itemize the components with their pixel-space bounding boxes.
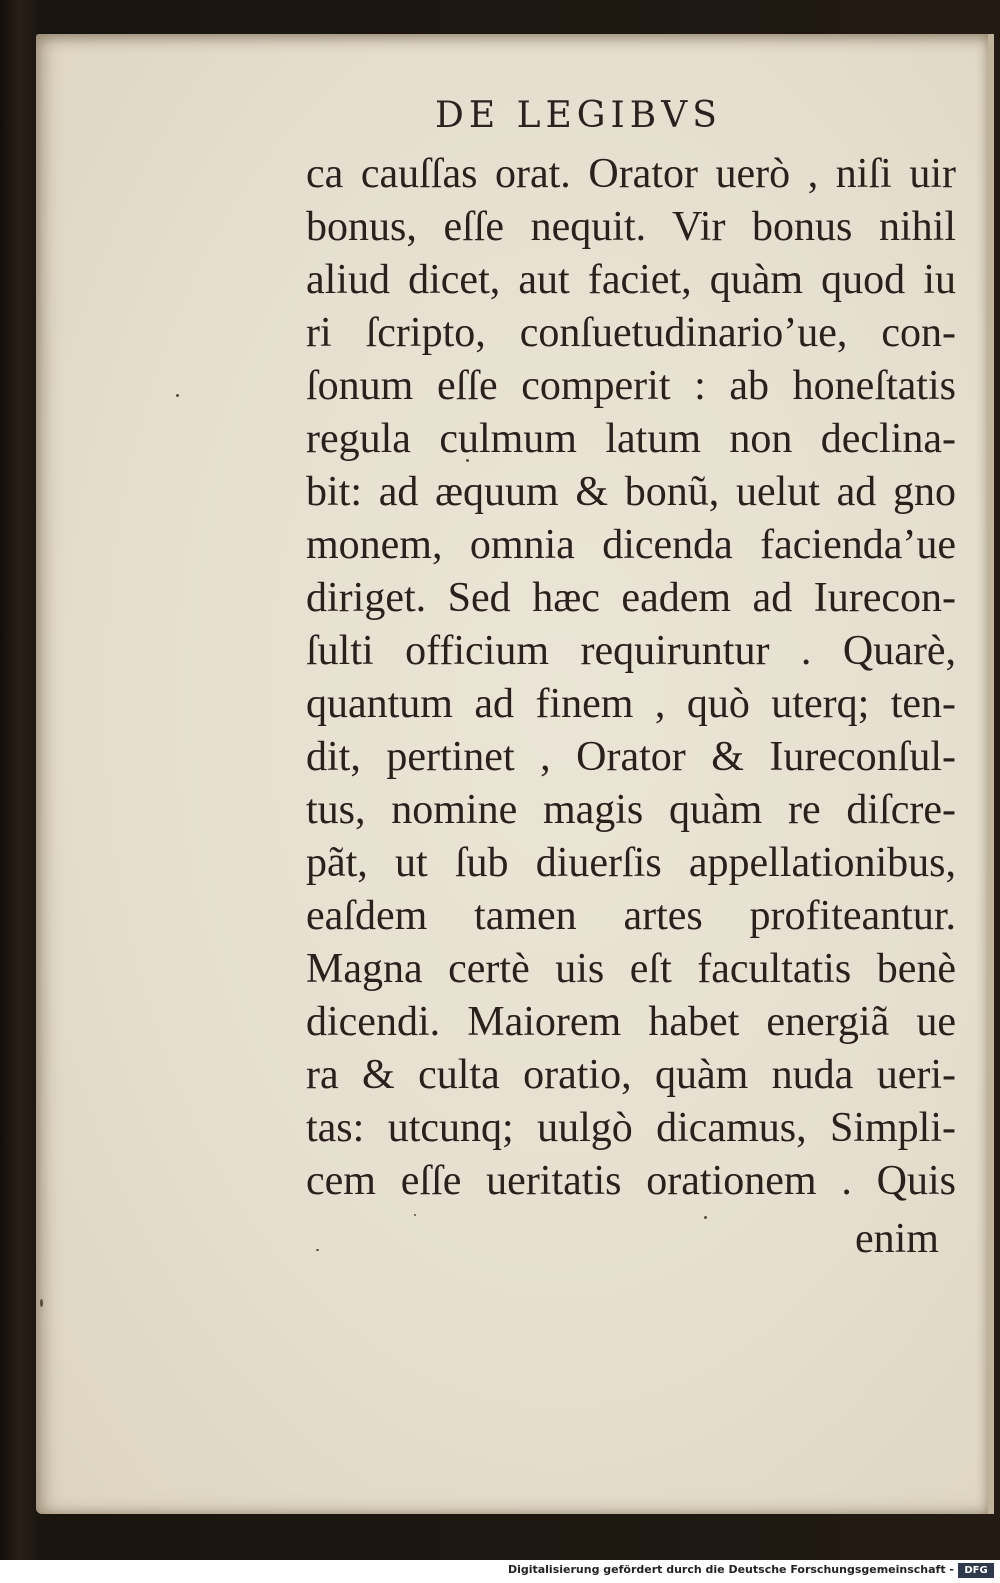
text-line: quantum ad finem , quò uterq; ten- — [306, 681, 956, 727]
paper-speck — [704, 1216, 707, 1219]
text-line: aliud dicet, aut faciet, quàm quod iu — [306, 257, 956, 303]
paper-speck — [40, 1299, 43, 1307]
text-line: eaſdem tamen artes profiteantur. — [306, 893, 956, 939]
text-line: bit: ad æquum & bonũ, uelut ad gno — [306, 469, 956, 515]
dfg-logo-icon: DFG — [958, 1563, 994, 1578]
text-line: diriget. Sed hæc eadem ad Iurecon- — [306, 575, 956, 621]
text-line: cem eſſe ueritatis orationem . Quis — [306, 1158, 956, 1204]
text-line: dit, pertinet , Orator & Iureconſul- — [306, 734, 956, 780]
funding-credit: Digitalisierung gefördert durch die Deutsche Forschungsgemeinschaft - — [507, 1563, 954, 1576]
page-edge — [988, 34, 994, 1514]
text-line: ca cauſſas orat. Orator uerò , niſi uir — [306, 151, 956, 197]
text-line: tus, nomine magis quàm re diſcre- — [306, 787, 956, 833]
text-line: pãt, ut ſub diuerſis appellationibus, — [306, 840, 956, 886]
text-line: ſulti officium requiruntur . Quarè, — [306, 628, 956, 674]
text-line: ra & culta oratio, quàm nuda ueri- — [306, 1052, 956, 1098]
text-line: bonus, eſſe nequit. Vir bonus nihil — [306, 204, 956, 250]
text-line: Magna certè uis eſt facultatis benè — [306, 946, 956, 992]
paper-speck — [176, 394, 179, 397]
text-line: ſonum eſſe comperit : ab honeſtatis — [306, 363, 956, 409]
text-line: tas: utcunq; uulgò dicamus, Simpli- — [306, 1105, 956, 1151]
text-line: regula culmum latum non declina- — [306, 416, 956, 462]
text-line: monem, omnia dicenda facienda’ue — [306, 522, 956, 568]
running-head: DE LEGIBVS — [435, 95, 722, 136]
text-line: ri ſcripto, conſuetudinario’ue, con- — [306, 310, 956, 356]
text-line: dicendi. Maiorem habet energiã ue — [306, 999, 956, 1045]
body-text — [306, 148, 956, 1208]
catchword: enim — [855, 1216, 939, 1262]
paper-speck — [414, 1214, 416, 1216]
paper-speck — [316, 1249, 319, 1251]
